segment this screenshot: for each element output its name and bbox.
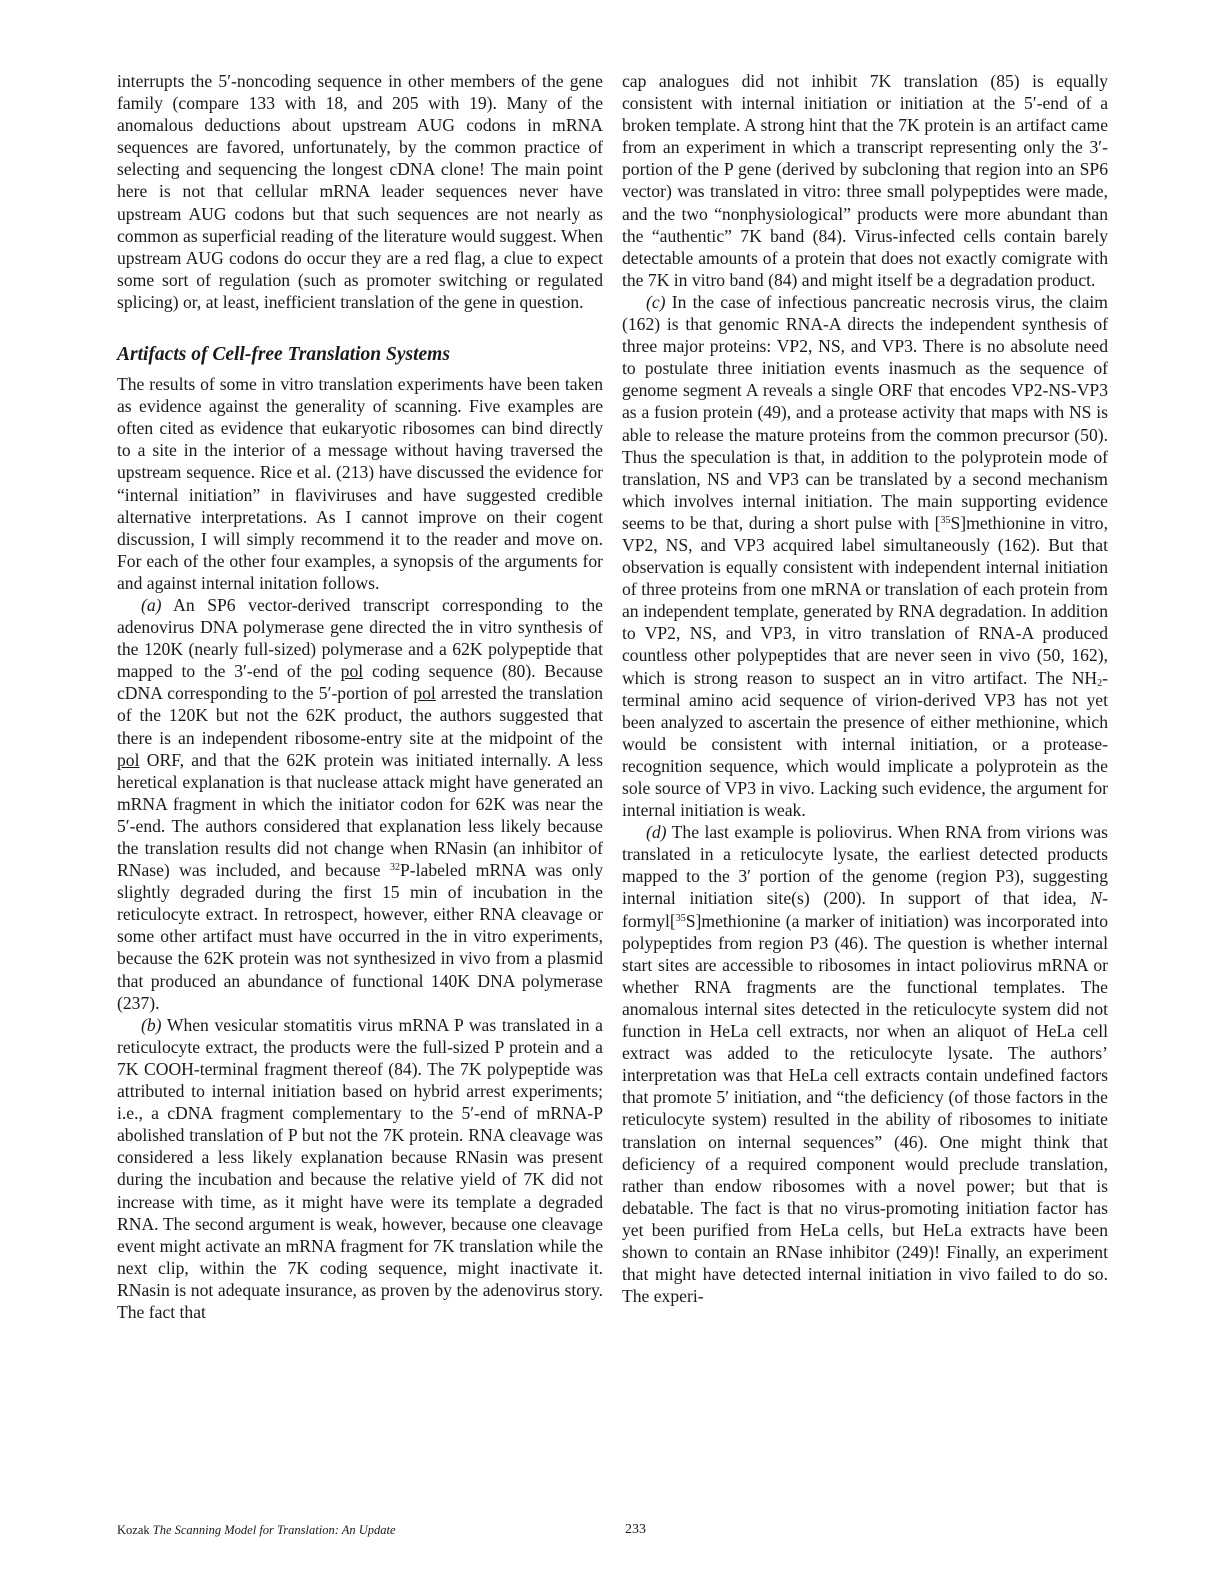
gene-name-pol: pol <box>117 749 140 770</box>
section-heading: Artifacts of Cell-free Translation Systems <box>117 344 450 366</box>
gene-name-pol: pol <box>340 661 364 682</box>
isotope-superscript: 35 <box>940 514 951 526</box>
isotope-superscript: 35 <box>675 912 686 924</box>
left-column <box>117 70 603 1323</box>
example-label-a: (a) <box>141 594 162 615</box>
paragraph-example-d: (d) The last example is poliovirus. When RNA from virions was translated in a reticulocyte lysate, the earliest detected products mapped to the 3′ portion of the genome (region P3), suggesting internal initiation site(s) (200). In support of that idea, N-formyl[$^{35}$S]methionine (a marker of initiation) was incorporated into polypeptides from region P3 (46). The question is whether internal start sites are accessible to ribosomes in intact poliovirus mRNA or whether RNA fragments are the functional templates. The anomalous internal sites detected in the reticulocyte system did not function in HeLa cell extracts, nor when an aliquot of HeLa cell extract was added to the reticulocyte lysate. The authors’ interpretation was that HeLa cell extracts contain undefined factors that promote 5′ initiation, and “the deficiency (of those factors in the reticulocyte system) resulted in the ability of ribosomes to initiate translation on internal sequences” (46). One might think that deficiency of a required component would preclude translation, rather than endow ribosomes with a novel power; but that is debatable. The fact is that no virus-promoting initiation factor has yet been purified from HeLa cells, but HeLa extracts have been shown to contain an RNase inhibitor (249)! Finally, an experiment that might have detected internal initiation in vivo failed to do so. The experi- <box>622 822 1108 1307</box>
paragraph-intro: interrupts the 5′-noncoding sequence in other members of the gene family (compare 133 with 18, and 205 with 19). Many of the anomalous deductions about upstream AUG codons in mRNA sequences are favored, unfortunately, by the common practice of selecting and sequencing the longest cDNA clone! The main point here is not that cellular mRNA leader sequences never have upstream AUG codons but that such sequences are not nearly as common as superficial reading of the literature would suggest. When upstream AUG codons do occur they are a red flag, a clue to expect some sort of regulation (such as promoter switching or regulated splicing) or, at least, inefficient translation of the gene in question. <box>117 71 603 312</box>
paragraph-example-c: (c) In the case of infectious pancreatic necrosis virus, the claim (162) is that genomic RNA-A directs the independent synthesis of three major proteins: VP2, NS, and VP3. There is no absolute need to postulate three initiation events inasmuch as the sequence of genome segment A reveals a single ORF that encodes VP2-NS-VP3 as a fusion protein (49), and a protease activity that maps with NS is able to release the mature proteins from the common precursor (50). Thus the speculation is that, in addition to the polyprotein mode of translation, NS and VP3 can be translated by a second mechanism which involves internal initiation. The main supporting evidence seems to be that, during a short pulse with [$^{35}$S]methionine in vitro, VP2, NS, and VP3 acquired label simultaneously (162). But that observation is equally consistent with independent internal initiation of three proteins from one mRNA or translation of each protein from an independent template, generated by RNA degradation. In addition to VP2, NS, and VP3, in vitro translation of RNA-A produced countless other polypeptides that are never seen in vivo (50, 162), which is strong reason to suspect an in vitro artifact. The $NH_2$-terminal amino acid sequence of virion-derived VP3 has not yet been analyzed to ascertain the presence of either methionine, which would be consistent with internal initiation, or a protease-recognition sequence, which would implicate a polyprotein as the sole source of VP3 in vivo. Lacking such evidence, the argument for internal initiation is weak. <box>622 291 1108 821</box>
example-label-c: (c) <box>646 291 666 312</box>
paragraph-example-a: (a) An SP6 vector-derived transcript corresponding to the adenovirus DNA polymerase gene directed the in vitro synthesis of the 120K (nearly full-sized) polymerase and a 62K polypeptide that mapped to the 3′-end of the pol coding sequence (80). Because cDNA corresponding to the 5′-portion of pol arrested the translation of the 120K but not the 62K product, the authors suggested that there is an independent ribosome-entry site at the midpoint of the pol ORF, and that the 62K protein was initiated internally. A less heretical explanation is that nuclease attack might have generated an mRNA fragment in which the initiator codon for 62K was near the 5′-end. The authors considered that explanation less likely because the translation results did not change when RNasin (an inhibitor of RNase) was included, and because $^{32}$P-labeled mRNA was only slightly degraded during the first 15 min of incubation in the reticulocyte extract. In retrospect, however, either RNA cleavage or some other artifact must have occurred in the in vitro experiments, because the 62K protein was not synthesized in vivo from a plasmid that produced an abundance of functional 140K DNA polymerase (237). <box>117 594 604 1013</box>
gene-name-pol: pol <box>413 683 436 704</box>
subscript: 2 <box>1097 677 1103 689</box>
paragraph-section-intro: The results of some in vitro translation experiments have been taken as evidence against the generality of scanning. Five examples are often cited as evidence that eukaryotic ribosomes can bind directly to a site in the interior of a message without having traversed the upstream sequence. Rice et al. (213) have discussed the evidence for “internal initiation” in flaviviruses and have suggested credible alternative interpretations. As I cannot improve on their cogent discussion, I will simply recommend it to the reader and move on. For each of the other four examples, a synopsis of the arguments for and against internal initation follows. <box>117 374 603 593</box>
paragraph-example-b-continued: cap analogues did not inhibit 7K translation (85) is equally consistent with internal initiation or initiation at the 5′-end of a broken template. A strong hint that the 7K protein is an artifact came from an experiment in which a transcript representing only the 3′-portion of the P gene (derived by subcloning that region into an SP6 vector) was translated in vitro: three small polypeptides were made, and the two “nonphysiological” products were more abundant than the “authentic” 7K band (84). Virus-infected cells contain barely detectable amounts of a protein that does not exactly comigrate with the 7K in vitro band (84) and might itself be a degradation product. <box>622 71 1108 290</box>
footer-title: The Scanning Model for Translation: An Update <box>152 1523 396 1537</box>
isotope-superscript: 32 <box>389 862 400 874</box>
example-label-b: (b) <box>141 1014 162 1035</box>
right-column <box>622 70 1108 1307</box>
footer-author: Kozak <box>117 1523 150 1537</box>
example-label-d: (d) <box>646 822 667 843</box>
page-number: 233 <box>625 1522 646 1537</box>
paragraph-example-b: (b) When vesicular stomatitis virus mRNA P was translated in a reticulocyte extract, the products were the full-sized P protein and a 7K COOH-terminal fragment thereof (84). The 7K polypeptide was attributed to internal initiation based on hybrid arrest experiments; i.e., a cDNA fragment complementary to the 5′-end of mRNA-P abolished translation of P but not the 7K protein. RNA cleavage was considered a less likely explanation because RNasin was present during the incubation and because the relative yield of 7K did not increase with time, as it might have were its template a degraded RNA. The second argument is weak, however, because one cleavage event might activate an mRNA fragment for 7K translation while the next clip, within the 7K coding sequence, might inactivate it. RNasin is not adequate insurance, as proven by the adenovirus story. The fact that <box>117 1014 603 1322</box>
